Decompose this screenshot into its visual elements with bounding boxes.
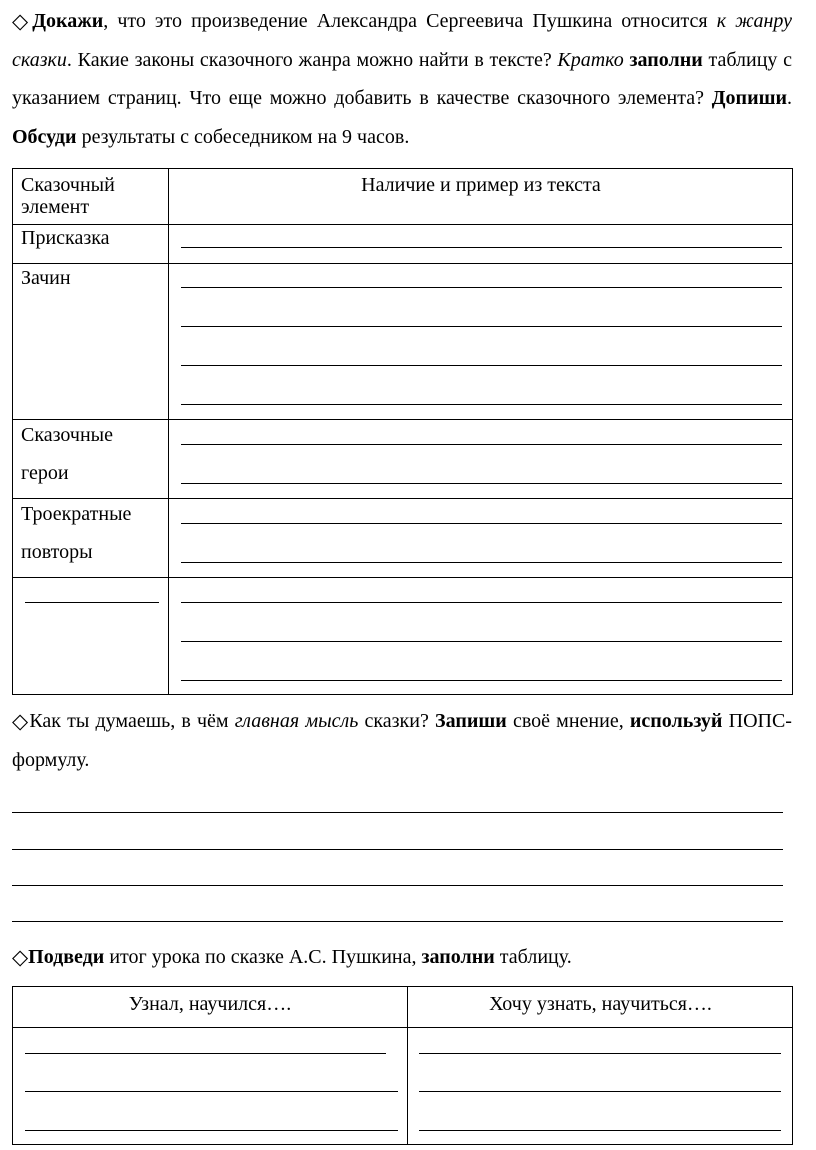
table2-header-want: Хочу узнать, научиться…. [489, 993, 712, 1015]
task1-italic-briefly: Кратко [557, 48, 624, 71]
table1-column-divider [168, 169, 169, 694]
task2-verb-write: Запиши [435, 710, 507, 732]
lesson-summary-table [12, 986, 793, 1145]
task2-text-4: ПОПС-формулу. [12, 710, 792, 771]
answer-line[interactable] [181, 247, 782, 248]
task1-verb-add: Допиши [711, 87, 787, 109]
writing-line[interactable] [12, 921, 783, 922]
answer-line[interactable] [181, 287, 782, 288]
writing-line[interactable] [12, 849, 783, 850]
task2-italic-main-idea: главная мысль [234, 710, 359, 732]
answer-line[interactable] [181, 523, 782, 524]
diamond-bullet-icon: ◇ [12, 709, 30, 733]
answer-line[interactable] [419, 1091, 781, 1092]
task2-verb-use: используй [629, 710, 723, 732]
table1-row-label: Присказка [21, 227, 110, 249]
table1-row-label: Троекратные [21, 503, 132, 525]
task2-text-3: своё мнение, [506, 710, 630, 732]
task1-verb-fill: заполни [629, 48, 703, 71]
task1-text-3: таблицу с указанием страниц. Что еще можно добавить в качестве сказочного элемента? [12, 48, 792, 109]
task2-text-1: Как ты думаешь, в чём [29, 710, 235, 732]
table2-header-learned: Узнал, научился…. [128, 993, 292, 1015]
table1-row-label: герои [21, 462, 69, 484]
table1-row-divider [13, 498, 792, 499]
task3-verb-fill: заполни [421, 946, 495, 968]
task2-paragraph [12, 702, 792, 779]
table1-row-divider [13, 577, 792, 578]
task1-verb-discuss: Обсуди [12, 125, 77, 148]
task1-italic-genre: к жанру сказки [12, 10, 792, 71]
table1-row-label: повторы [21, 541, 93, 563]
table1-row-divider [13, 263, 792, 264]
task1-text-5: результаты с собеседником на 9 часов. [76, 125, 410, 148]
answer-line[interactable] [25, 1130, 398, 1131]
table1-header-presence: Наличие и пример из текста [361, 174, 601, 196]
task2-text-2: сказки? [358, 710, 436, 732]
answer-line[interactable] [181, 641, 782, 642]
task1-text-1: , что это произведение Александра Сергеевича Пушкина относится [103, 10, 717, 32]
answer-line[interactable] [181, 444, 782, 445]
answer-line[interactable] [419, 1053, 781, 1054]
diamond-bullet-icon: ◇ [12, 945, 29, 969]
table1-row-divider [13, 224, 792, 225]
task1-verb-prove: Докажи [32, 10, 104, 32]
table1-header-element: Сказочный элемент [21, 174, 115, 218]
extra-element-line[interactable] [25, 602, 159, 603]
answer-line[interactable] [181, 602, 782, 603]
task1-paragraph [12, 2, 792, 156]
task3-paragraph [12, 938, 792, 977]
answer-line[interactable] [181, 562, 782, 563]
table1-row-label: Зачин [21, 267, 71, 289]
answer-line[interactable] [181, 680, 782, 681]
answer-line[interactable] [181, 326, 782, 327]
answer-line[interactable] [25, 1053, 386, 1054]
diamond-bullet-icon: ◇ [12, 9, 33, 33]
answer-line[interactable] [25, 1091, 398, 1092]
answer-line[interactable] [181, 483, 782, 484]
answer-line[interactable] [419, 1130, 781, 1131]
answer-line[interactable] [181, 404, 782, 405]
table1-row-label: Сказочные [21, 424, 113, 446]
task1-text-2: . Какие законы сказочного жанра можно найти в тексте? [66, 48, 558, 71]
writing-line[interactable] [12, 812, 783, 813]
fairy-elements-table [12, 168, 793, 695]
task1-text-4: . [787, 87, 792, 109]
answer-line[interactable] [181, 365, 782, 366]
task3-text-1: итог урока по сказке А.С. Пушкина, [104, 946, 422, 968]
task3-text-2: таблицу. [494, 946, 572, 968]
writing-line[interactable] [12, 885, 783, 886]
table1-row-divider [13, 419, 792, 420]
task3-verb-summarize: Подведи [28, 946, 105, 968]
table2-row-divider [13, 1027, 792, 1028]
